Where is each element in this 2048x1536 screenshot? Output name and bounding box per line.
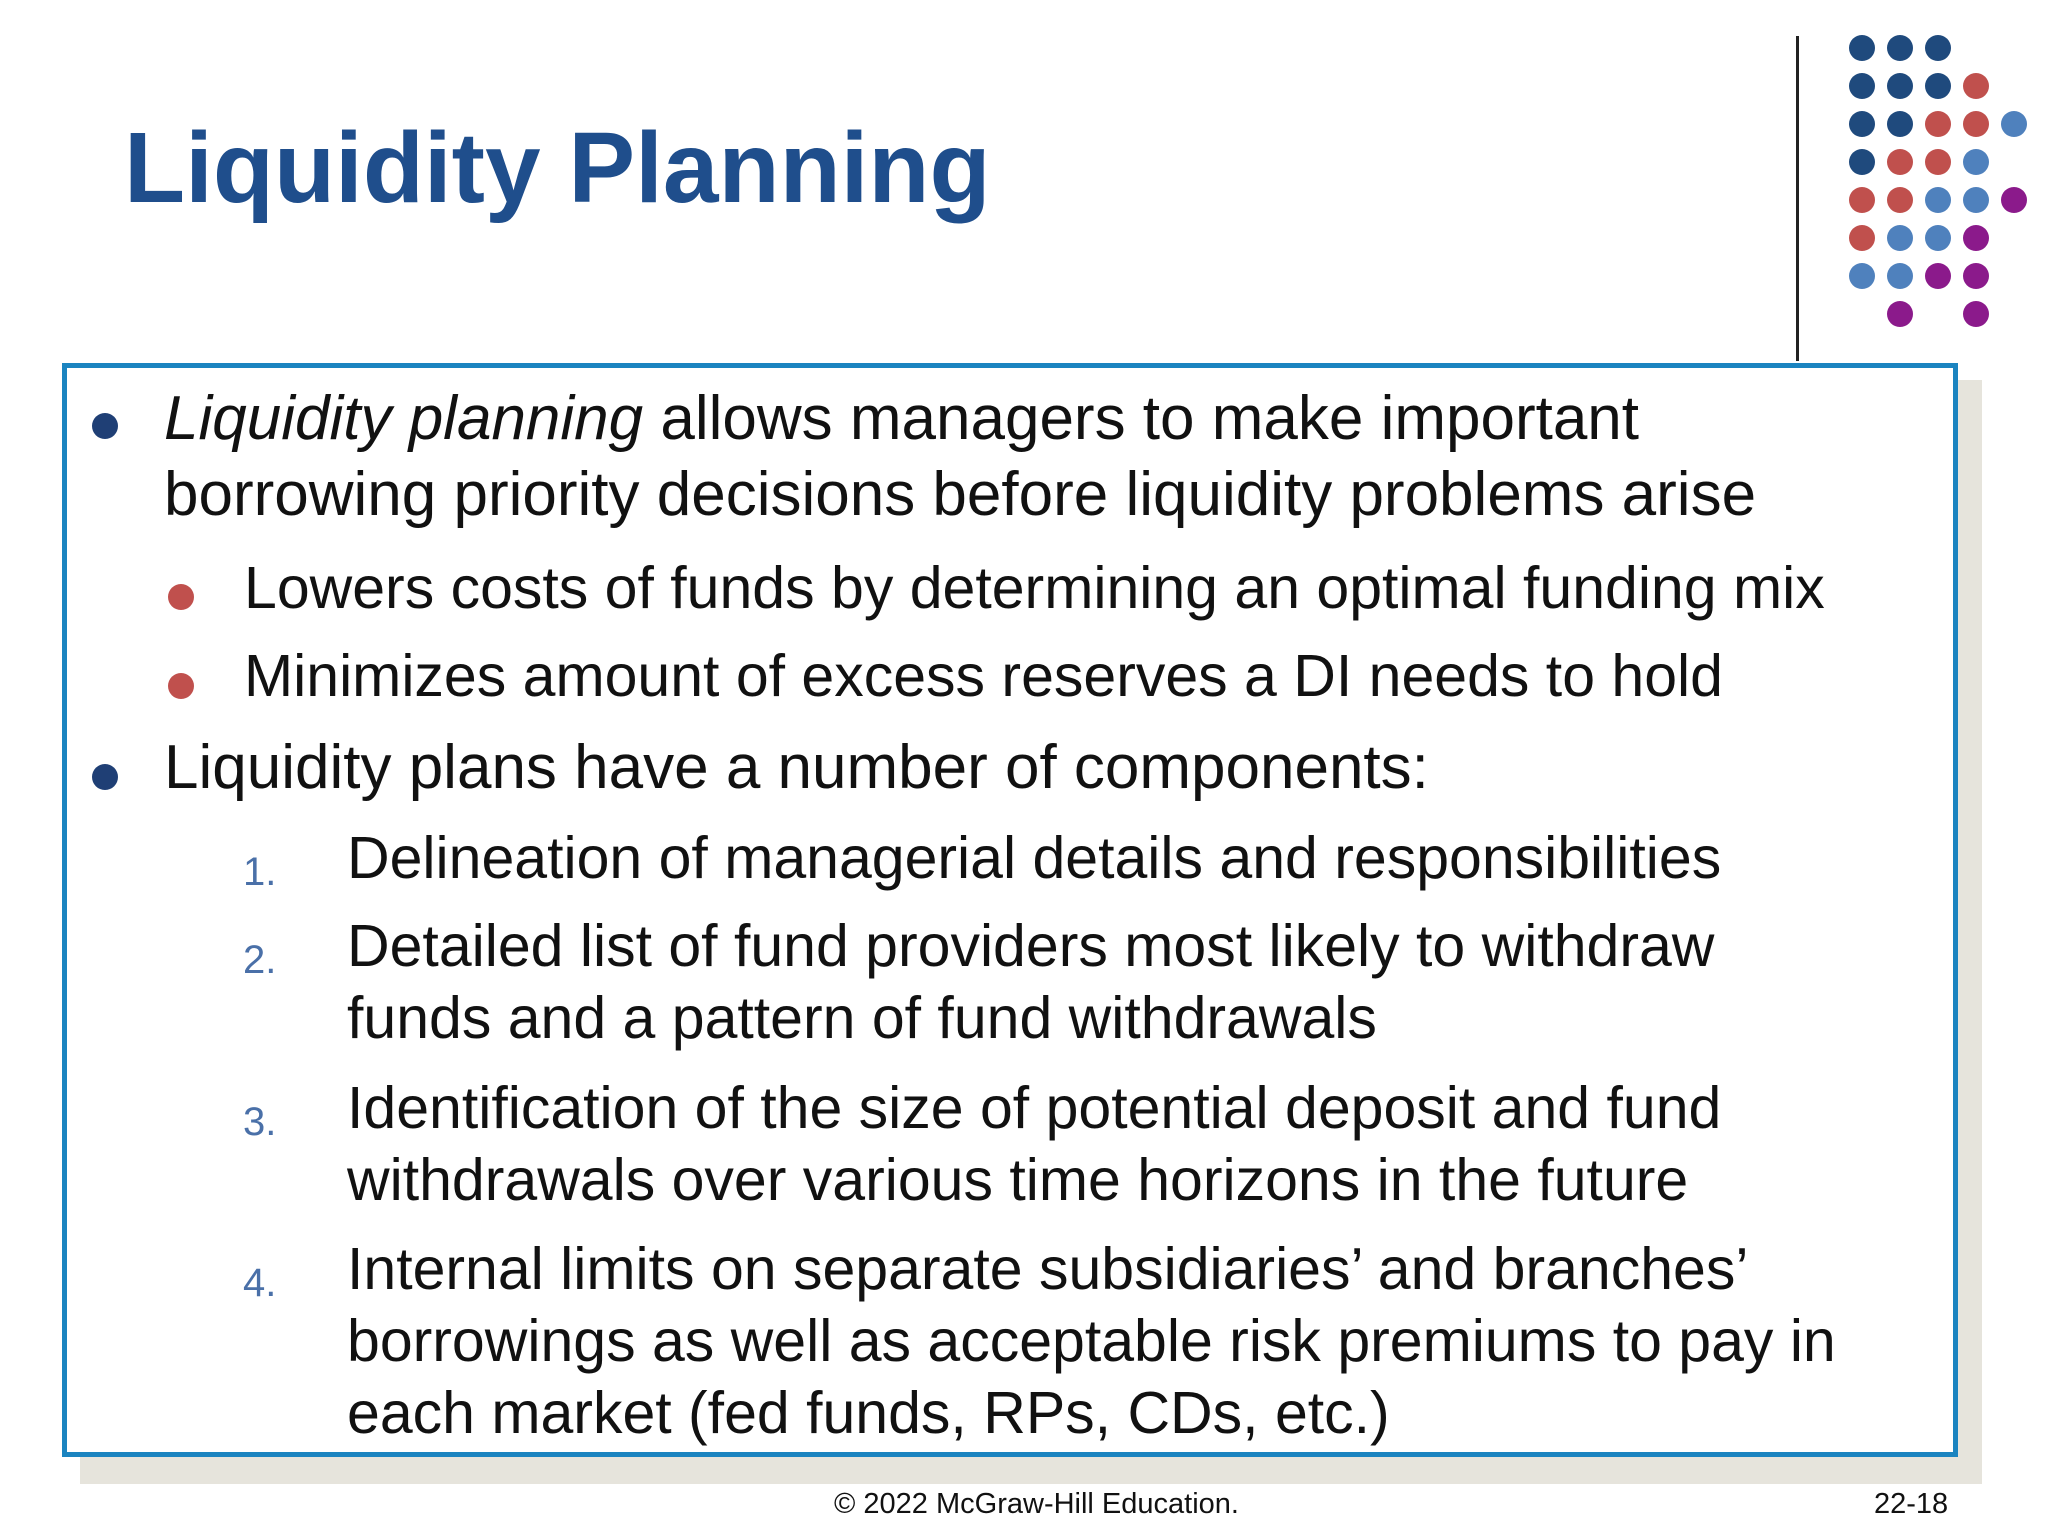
numbered-item-2-line-1: Detailed list of fund providers most likely to withdraw [347, 913, 1715, 979]
decorative-dot [1925, 111, 1951, 137]
numbered-marker-4: 4. [243, 1261, 277, 1305]
decorative-dot [1963, 187, 1989, 213]
decorative-dot [1963, 149, 1989, 175]
numbered-item-4-line-2: borrowings as well as acceptable risk premiums to pay in [347, 1308, 1836, 1374]
decorative-dot [1849, 149, 1875, 175]
numbered-item-1-line-1: Delineation of managerial details and responsibilities [347, 825, 1722, 891]
decorative-dot [2001, 187, 2027, 213]
decorative-dot [1887, 301, 1913, 327]
numbered-item-3-line-1: Identification of the size of potential deposit and fund [347, 1075, 1722, 1141]
slide-title: Liquidity Planning [124, 112, 991, 224]
decorative-dot [1887, 149, 1913, 175]
bullet-1-italic-term: Liquidity planning [164, 384, 644, 453]
numbered-item-4-line-3: each market (fed funds, RPs, CDs, etc.) [347, 1380, 1390, 1446]
footer-copyright: © 2022 McGraw-Hill Education. [834, 1488, 1239, 1520]
decorative-dot [1963, 111, 1989, 137]
decorative-dot [1887, 111, 1913, 137]
numbered-marker-1: 1. [243, 850, 277, 894]
footer-page-number: 22-18 [1874, 1488, 1949, 1520]
decorative-dot [1887, 263, 1913, 289]
bullet-1-text: allows managers to make important [643, 384, 1640, 453]
sub-bullet-1: Lowers costs of funds by determining an optimal funding mix [244, 555, 1825, 621]
decorative-dot [1925, 35, 1951, 61]
decorative-dot [1849, 35, 1875, 61]
decorative-dot [1925, 73, 1951, 99]
bullet-dot [92, 413, 118, 439]
title-divider-line [1796, 36, 1799, 361]
numbered-marker-3: 3. [243, 1100, 277, 1144]
decorative-dot [1925, 263, 1951, 289]
decorative-dot [2001, 111, 2027, 137]
decorative-dot [1849, 263, 1875, 289]
sub-bullet-dot [168, 673, 194, 699]
decorative-dot [1963, 263, 1989, 289]
decorative-dot [1925, 225, 1951, 251]
numbered-item-4-line-1: Internal limits on separate subsidiaries’ and branches’ [347, 1236, 1749, 1302]
decorative-dot [1887, 73, 1913, 99]
bullet-dot [92, 764, 118, 790]
decorative-dot [1963, 301, 1989, 327]
decorative-dot [1887, 35, 1913, 61]
decorative-dot [1925, 187, 1951, 213]
decorative-dot [1849, 73, 1875, 99]
decorative-dot [1887, 187, 1913, 213]
bullet-1-line-2: borrowing priority decisions before liquidity problems arise [164, 460, 1757, 529]
decorative-dot [1849, 225, 1875, 251]
decorative-dot [1849, 187, 1875, 213]
decorative-dot [1887, 225, 1913, 251]
bullet-2-text: Liquidity plans have a number of components: [164, 733, 1429, 802]
decorative-dot [1963, 225, 1989, 251]
sub-bullet-dot [168, 584, 194, 610]
numbered-item-3-line-2: withdrawals over various time horizons in the future [347, 1147, 1689, 1213]
decorative-dot [1963, 73, 1989, 99]
decorative-dot [1849, 111, 1875, 137]
numbered-item-2-line-2: funds and a pattern of fund withdrawals [347, 985, 1377, 1051]
decorative-dot [1925, 149, 1951, 175]
bullet-1-line-1 [164, 382, 1639, 455]
numbered-marker-2: 2. [243, 938, 277, 982]
sub-bullet-2: Minimizes amount of excess reserves a DI needs to hold [244, 643, 1723, 709]
